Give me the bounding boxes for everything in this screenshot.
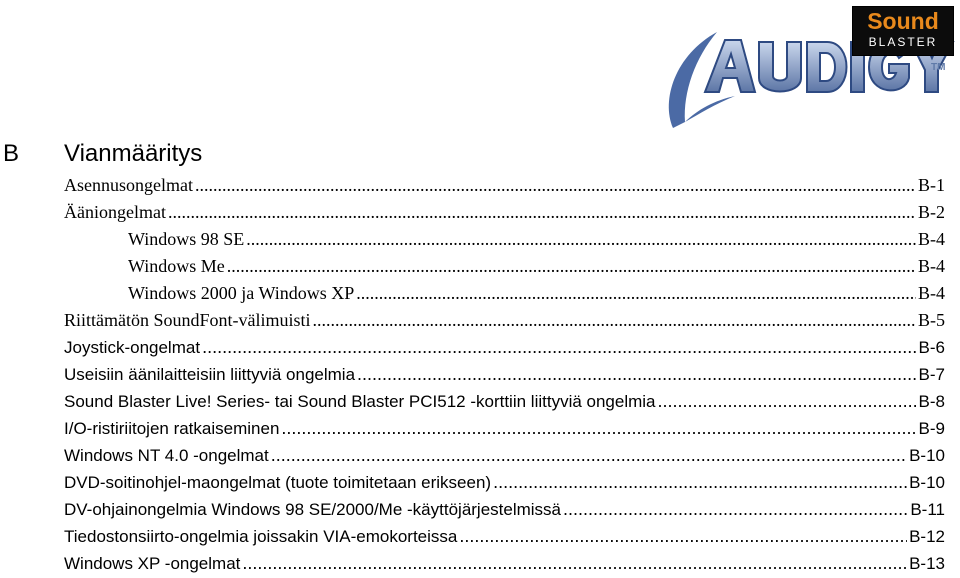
- toc-entry-label: Ääniongelmat: [64, 202, 166, 222]
- toc-leader-dots: [658, 388, 917, 415]
- toc-entry[interactable]: [0, 469, 945, 496]
- toc-entry-label: I/O-ristiriitojen ratkaiseminen: [64, 419, 280, 438]
- brand-top-text: Sound: [867, 8, 939, 34]
- toc-entry[interactable]: [0, 172, 945, 199]
- toc-entry-label: DVD-soitinohjel-maongelmat (tuote toimitetaan erikseen): [64, 473, 492, 492]
- toc-entry-page: B-2: [918, 202, 945, 222]
- toc-entry[interactable]: [0, 361, 945, 388]
- toc-entry-page: B-1: [918, 175, 945, 195]
- toc-entry-label: Riittämätön SoundFont-välimuisti: [64, 310, 311, 330]
- brand-bottom-text: BLASTER: [868, 35, 938, 49]
- toc-leader-dots: [227, 253, 916, 280]
- toc-entry-page: B-9: [918, 419, 945, 438]
- toc-entry-label: Useisiin äänilaitteisiin liittyviä ongelmia: [64, 365, 356, 384]
- toc-entry-label: Sound Blaster Live! Series- tai Sound Blaster PCI512 -korttiin liittyviä ongelmia: [64, 392, 656, 411]
- toc-entry[interactable]: [0, 388, 945, 415]
- toc-leader-dots: [271, 442, 907, 469]
- chapter-title: Vianmääritys: [64, 140, 203, 167]
- toc-leader-dots: [313, 307, 916, 334]
- toc-leader-dots: [195, 172, 916, 199]
- toc-entry[interactable]: [0, 496, 945, 523]
- toc-entry-label: Tiedostonsiirto-ongelmia joissakin VIA-emokorteissa: [64, 527, 458, 546]
- toc-entry-label: Windows 2000 ja Windows XP: [128, 283, 355, 303]
- toc-entry[interactable]: [0, 253, 945, 280]
- toc-leader-dots: [246, 226, 916, 253]
- toc-entry-page: B-6: [918, 338, 945, 357]
- toc-entry[interactable]: [0, 334, 945, 361]
- toc-entry-page: B-12: [909, 527, 945, 546]
- toc-entry-page: B-10: [909, 473, 945, 492]
- toc-leader-dots: [281, 415, 916, 442]
- toc-leader-dots: [242, 550, 907, 577]
- toc-entry[interactable]: [0, 550, 945, 577]
- toc-entry-page: B-11: [910, 500, 945, 519]
- toc-entry-page: B-4: [918, 256, 945, 276]
- toc-entry[interactable]: [0, 226, 945, 253]
- sound-blaster-audigy-logo: [655, 0, 960, 135]
- toc-entry-page: B-8: [918, 392, 945, 411]
- toc-leader-dots: [563, 496, 908, 523]
- toc-entry[interactable]: [0, 415, 945, 442]
- toc-entry-label: DV-ohjainongelmia Windows 98 SE/2000/Me -käyttöjärjestelmissä: [64, 500, 562, 519]
- toc-entry-label: Asennusongelmat: [64, 175, 193, 195]
- toc-leader-dots: [357, 361, 917, 388]
- toc-entry[interactable]: [0, 280, 945, 307]
- toc-entry-label: Windows XP -ongelmat: [64, 554, 241, 573]
- toc-entry-page: B-5: [918, 310, 945, 330]
- toc-entry-page: B-4: [918, 283, 945, 303]
- toc-entry[interactable]: [0, 199, 945, 226]
- sound-blaster-badge: [852, 6, 954, 56]
- toc-entry[interactable]: [0, 307, 945, 334]
- toc-entry-page: B-13: [909, 554, 945, 573]
- chapter-letter: B: [3, 140, 20, 167]
- toc-entry-label: Windows NT 4.0 -ongelmat: [64, 446, 269, 465]
- toc-entry-label: Windows Me: [128, 256, 225, 276]
- toc-leader-dots: [356, 280, 916, 307]
- toc-entry-label: Joystick-ongelmat: [64, 338, 201, 357]
- toc-leader-dots: [459, 523, 907, 550]
- toc-leader-dots: [493, 469, 907, 496]
- trademark-mark: TM: [931, 62, 946, 73]
- toc-leader-dots: [202, 334, 916, 361]
- toc-leader-dots: [168, 199, 916, 226]
- toc-entry-page: B-10: [909, 446, 945, 465]
- toc-entry-label: Windows 98 SE: [128, 229, 245, 249]
- toc-entry[interactable]: [0, 442, 945, 469]
- toc-entry-page: B-4: [918, 229, 945, 249]
- toc-entry-page: B-7: [918, 365, 945, 384]
- toc-entry[interactable]: [0, 523, 945, 550]
